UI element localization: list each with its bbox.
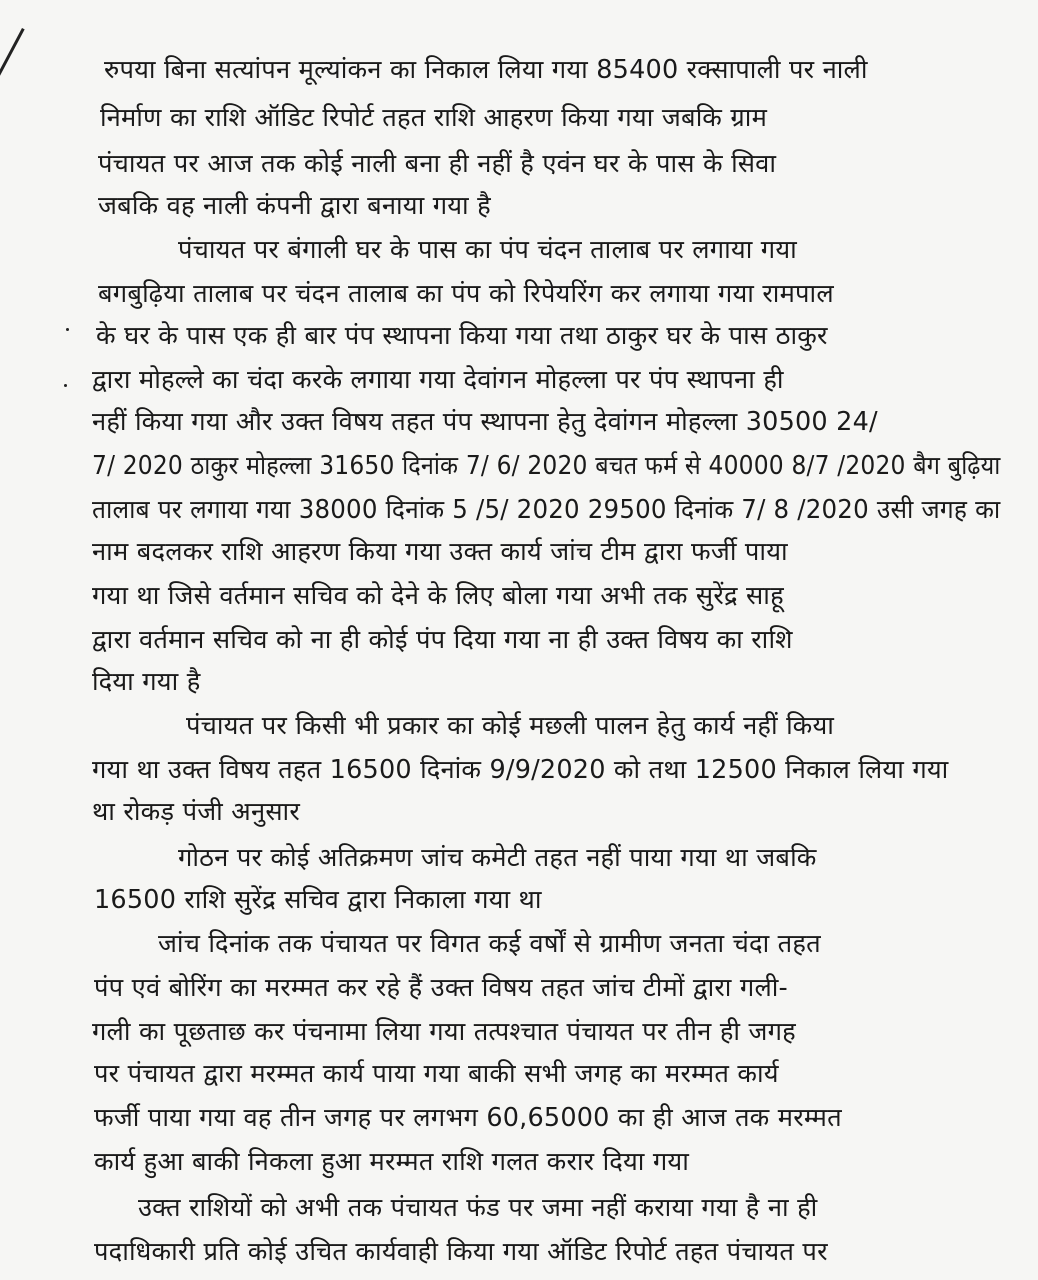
text-line: नाम बदलकर राशि आहरण किया गया उक्त कार्य जांच टीम द्वारा फर्जी पाया [92,537,788,567]
text-line: 7/ 2020 ठाकुर मोहल्ला 31650 दिनांक 7/ 6/ 2020 बचत फर्म से 40000 8/7 /2020 बैग बुढ़िया [92,451,1001,481]
text-line: 16500 राशि सुरेंद्र सचिव द्वारा निकाला गया था [94,885,542,915]
text-line: द्वारा वर्तमान सचिव को ना ही कोई पंप दिया गया ना ही उक्त विषय का राशि [92,625,793,655]
text-line: पंचायत पर आज तक कोई नाली बना ही नहीं है एवंन घर के पास के सिवा [98,149,777,179]
text-line: पदाधिकारी प्रति कोई उचित कार्यवाही किया गया ऑडिट रिपोर्ट तहत पंचायत पर [94,1237,828,1267]
text-line: गया था जिसे वर्तमान सचिव को देने के लिए बोला गया अभी तक सुरेंद्र साहू [92,581,784,611]
margin-dot [66,328,69,331]
text-line: गली का पूछताछ कर पंचनामा लिया गया तत्पश्चात पंचायत पर तीन ही जगह [92,1017,796,1047]
text-line: था रोकड़ पंजी अनुसार [92,797,300,827]
text-line: कार्य हुआ बाकी निकला हुआ मरम्मत राशि गलत करार दिया गया [94,1147,690,1177]
margin-dot [64,384,67,387]
text-line: पंचायत पर बंगाली घर के पास का पंप चंदन तालाब पर लगाया गया [178,235,797,265]
text-line: दिया गया है [92,667,201,697]
text-line: पर पंचायत द्वारा मरम्मत कार्य पाया गया बाकी सभी जगह का मरम्मत कार्य [94,1059,779,1089]
margin-pen-mark [0,28,25,127]
text-line: पंचायत पर किसी भी प्रकार का कोई मछली पालन हेतु कार्य नहीं किया [186,711,835,741]
text-line: गोठन पर कोई अतिक्रमण जांच कमेटी तहत नहीं पाया गया था जबकि [178,843,817,873]
text-line: पंप एवं बोरिंग का मरम्मत कर रहे हैं उक्त विषय तहत जांच टीमों द्वारा गली- [94,973,788,1003]
text-line: द्वारा मोहल्ले का चंदा करके लगाया गया देवांगन मोहल्ला पर पंप स्थापना ही [92,365,784,395]
text-line: जांच दिनांक तक पंचायत पर विगत कई वर्षों से ग्रामीण जनता चंदा तहत [158,929,821,959]
text-line: तालाब पर लगाया गया 38000 दिनांक 5 /5/ 2020 29500 दिनांक 7/ 8 /2020 उसी जगह का [92,495,1001,525]
text-line: उक्त राशियों को अभी तक पंचायत फंड पर जमा नहीं कराया गया है ना ही [138,1193,818,1223]
text-line: के घर के पास एक ही बार पंप स्थापना किया गया तथा ठाकुर घर के पास ठाकुर [96,321,828,351]
text-line: बगबुढ़िया तालाब पर चंदन तालाब का पंप को रिपेयरिंग कर लगाया गया रामपाल [98,279,834,309]
text-line: जबकि वह नाली कंपनी द्वारा बनाया गया है [98,191,491,221]
text-line: गया था उक्त विषय तहत 16500 दिनांक 9/9/2020 को तथा 12500 निकाल लिया गया [92,755,949,785]
text-line: फर्जी पाया गया वह तीन जगह पर लगभग 60,65000 का ही आज तक मरम्मत [94,1103,842,1133]
text-line: निर्माण का राशि ऑडिट रिपोर्ट तहत राशि आहरण किया गया जबकि ग्राम [100,103,768,133]
text-line: रुपया बिना सत्यांपन मूल्यांकन का निकाल लिया गया 85400 रक्सापाली पर नाली [104,55,868,85]
text-line: नहीं किया गया और उक्त विषय तहत पंप स्थापना हेतु देवांगन मोहल्ला 30500 24/ [92,407,878,437]
